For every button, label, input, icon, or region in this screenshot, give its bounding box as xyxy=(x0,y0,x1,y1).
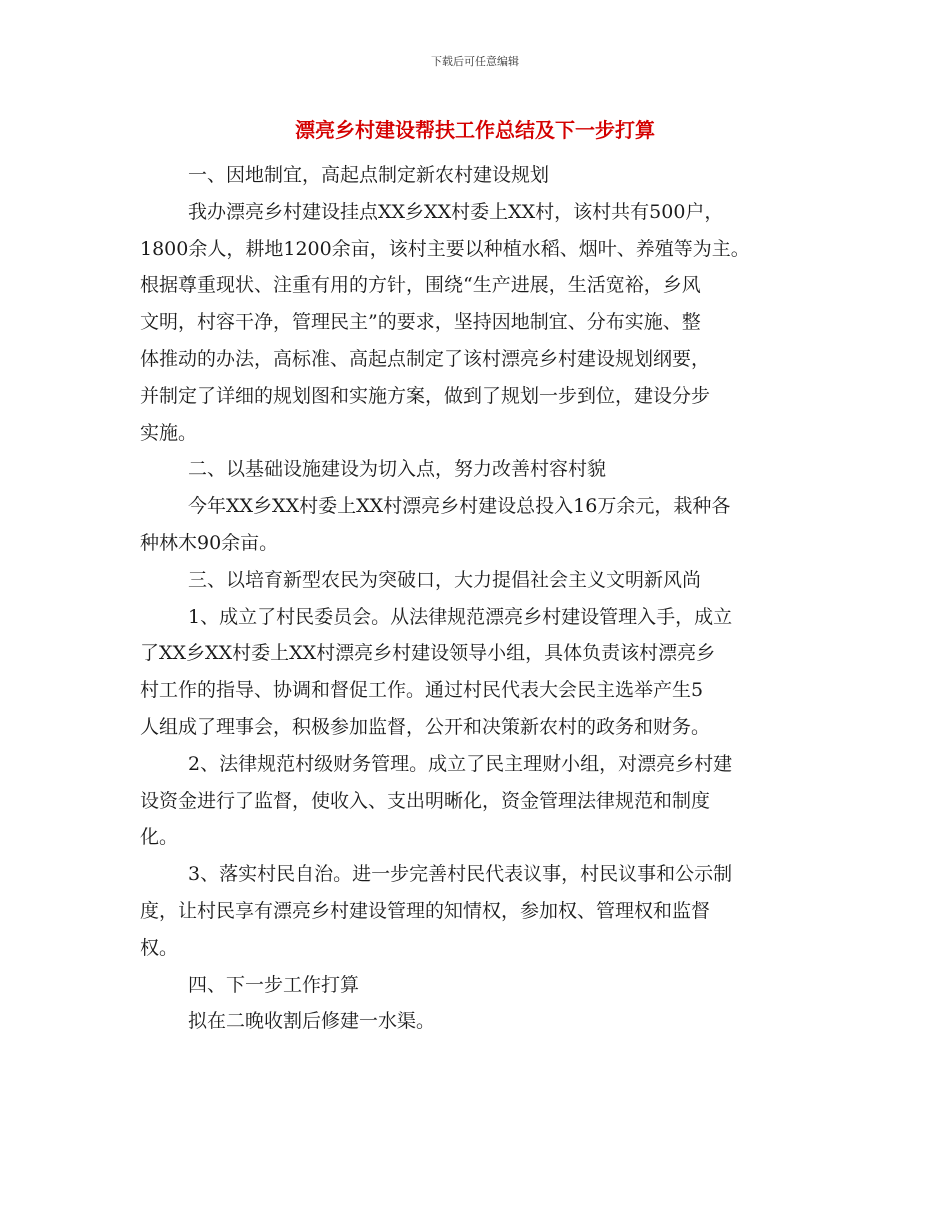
text-line: 村工作的指导、协调和督促工作。通过村民代表大会民主选举产生5 xyxy=(140,679,704,702)
text-line: 设资金进行了监督，使收入、支出明晰化，资金管理法律规范和制度 xyxy=(140,789,711,812)
text-line: 并制定了详细的规划图和实施方案，做到了规划一步到位，建设分步 xyxy=(140,384,711,407)
text-line: 人组成了理事会，积极参加监督，公开和决策新农村的政务和财务。 xyxy=(140,715,711,738)
text-line: 二、以基础设施建设为切入点，努力改善村容村貌 xyxy=(188,458,607,481)
text-line: 度，让村民享有漂亮乡村建设管理的知情权，参加权、管理权和监督 xyxy=(140,899,711,922)
document-title: 漂亮乡村建设帮扶工作总结及下一步打算 xyxy=(295,118,655,142)
text-line: 种林木90余亩。 xyxy=(140,531,279,554)
text-line: 体推动的办法，高标准、高起点制定了该村漂亮乡村建设规划纲要， xyxy=(140,347,711,370)
text-line: 根据尊重现状、注重有用的方针，围绕“生产进展，生活宽裕，乡风 xyxy=(140,274,701,297)
text-line: 我办漂亮乡村建设挂点XX乡XX村委上XX村，该村共有500户， xyxy=(188,200,724,223)
text-line: 1800余人，耕地1200余亩，该村主要以种植水稻、烟叶、养殖等为主。 xyxy=(140,237,750,260)
text-line: 今年XX乡XX村委上XX村漂亮乡村建设总投入16万余元，栽种各 xyxy=(188,495,731,518)
text-line: 3、落实村民自治。进一步完善村民代表议事，村民议事和公示制 xyxy=(188,863,733,886)
header-note: 下载后可任意编辑 xyxy=(431,55,519,68)
text-line: 了XX乡XX村委上XX村漂亮乡村建设领导小组，具体负责该村漂亮乡 xyxy=(140,642,716,665)
text-line: 文明，村容干净，管理民主”的要求，坚持因地制宜、分布实施、整 xyxy=(140,311,701,334)
text-line: 权。 xyxy=(140,936,179,959)
text-line: 1、成立了村民委员会。从法律规范漂亮乡村建设管理入手，成立 xyxy=(188,605,733,628)
text-line: 2、法律规范村级财务管理。成立了民主理财小组，对漂亮乡村建 xyxy=(188,752,733,775)
text-line: 三、以培育新型农民为突破口，大力提倡社会主义文明新风尚 xyxy=(188,568,702,591)
text-line: 实施。 xyxy=(140,421,198,444)
text-line: 化。 xyxy=(140,826,179,849)
text-line: 四、下一步工作打算 xyxy=(188,973,360,996)
document-body xyxy=(140,157,830,1040)
text-line: 拟在二晚收割后修建一水渠。 xyxy=(188,1010,436,1033)
text-line: 一、因地制宜，高起点制定新农村建设规划 xyxy=(188,164,550,186)
